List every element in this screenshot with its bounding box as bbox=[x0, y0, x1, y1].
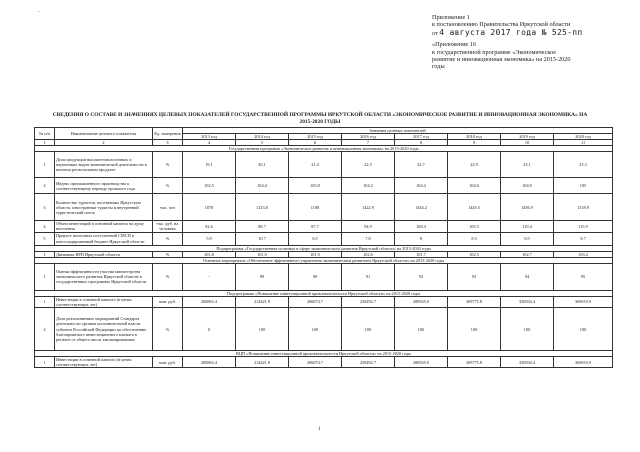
indicator-value: 104.4 bbox=[236, 178, 289, 194]
header-year: 2020 год bbox=[554, 134, 613, 140]
indicator-value: 93 bbox=[448, 263, 501, 290]
indicator-name: Доля реализованных мероприятий Стандарта деятельности органов исполнительной власти субъекта Российской Федерации по обеспечению благоприятного инвестиционного климата в регионе от общего числа запланированных bbox=[55, 308, 153, 351]
indicator-value: 1434.2 bbox=[395, 194, 448, 221]
indicator-value: - bbox=[183, 263, 236, 290]
appendix-line-3 bbox=[432, 29, 622, 37]
indicator-value: 92 bbox=[395, 263, 448, 290]
row-number: 3 bbox=[35, 194, 55, 221]
indicator-value: 102.5 bbox=[183, 178, 236, 194]
indicator-value: 214421.9 bbox=[236, 357, 289, 368]
indicator-value: 309775.8 bbox=[448, 357, 501, 368]
indicator-value: 288565.0 bbox=[395, 357, 448, 368]
indicator-value: 369053.9 bbox=[554, 296, 613, 307]
indicator-value: 336594.4 bbox=[501, 357, 554, 368]
column-number: 8 bbox=[395, 140, 448, 146]
column-number: 6 bbox=[289, 140, 342, 146]
indicator-unit: % bbox=[153, 251, 183, 257]
indicator-value: 22.9 bbox=[448, 152, 501, 178]
indicator-value: 309775.8 bbox=[448, 296, 501, 307]
appendix-line-1: Приложение 1 bbox=[432, 14, 470, 21]
table-row bbox=[35, 178, 613, 194]
indicator-value: 104.2 bbox=[342, 178, 395, 194]
indicator-unit: тыс. руб. на человека bbox=[153, 221, 183, 232]
indicator-name: Прирост налоговых поступлений СМСП в консолидированный бюджет Иркутской области bbox=[55, 232, 153, 245]
column-number: 9 bbox=[448, 140, 501, 146]
indicator-value: 1445.5 bbox=[448, 194, 501, 221]
section-title: Государственная программа «Экономическое развитие и инновационная экономика» на 2015-2020 годы bbox=[35, 146, 613, 152]
header-unit: Ед. измерения bbox=[153, 128, 183, 140]
header-year: 2016 год bbox=[342, 134, 395, 140]
row-number: 2 bbox=[35, 178, 55, 194]
table-row bbox=[35, 296, 613, 307]
appendix-line-4: «Приложение 16 bbox=[432, 41, 477, 49]
document-title: СВЕДЕНИЯ О СОСТАВЕ И ЗНАЧЕНИЯХ ЦЕЛЕВЫХ ПОКАЗАТЕЛЕЙ ГОСУДАРСТВЕННОЙ ПРОГРАММЫ ИРКУТСКОЙ ОБЛАСТИ «ЭКОНОМИЧЕСКОЕ РАЗВИТИЕ И ИННОВАЦИОННАЯ ЭКОНОМИКА» НА 2015-2020 ГОДЫ bbox=[52, 112, 588, 125]
indicator-value: 6.5 bbox=[289, 232, 342, 245]
indicator-unit: % bbox=[153, 152, 183, 178]
indicator-value: 8.5 bbox=[501, 232, 554, 245]
indicator-unit: % bbox=[153, 263, 183, 290]
indicator-name: Динамика ВРП Иркутской области bbox=[55, 251, 153, 257]
indicator-value: 7.8 bbox=[342, 232, 395, 245]
row-number: 1 bbox=[35, 296, 55, 307]
appendix-line-6: развитие и инновационная экономика» на 2015-2020 bbox=[432, 56, 571, 64]
indicator-value: 94 bbox=[501, 263, 554, 290]
table-row bbox=[35, 232, 613, 245]
indicator-value: 8.7 bbox=[554, 232, 613, 245]
indicator-unit: тыс. чел bbox=[153, 194, 183, 221]
indicator-value: 19.1 bbox=[183, 152, 236, 178]
indicator-value: 100 bbox=[554, 308, 613, 351]
row-number: 4 bbox=[35, 221, 55, 232]
indicator-value: 100 bbox=[342, 308, 395, 351]
indicator-name: Количество туристов, посетивших Иркутскую область: иностранные туристы и внутренний туристический поток bbox=[55, 194, 153, 221]
indicator-value: 288565.0 bbox=[395, 296, 448, 307]
indicator-value: 88.7 bbox=[236, 221, 289, 232]
table-row bbox=[35, 357, 613, 368]
indicator-value: 22.5 bbox=[342, 152, 395, 178]
indicator-name: Индекс промышленного производства к соответствующему периоду прошлого года bbox=[55, 178, 153, 194]
indicator-value: 94.9 bbox=[342, 221, 395, 232]
indicator-value: 1123.8 bbox=[236, 194, 289, 221]
indicator-value: 100 bbox=[395, 308, 448, 351]
indicator-value: 115.9 bbox=[554, 221, 613, 232]
indicator-value: 8.3 bbox=[448, 232, 501, 245]
indicator-value: 105.5 bbox=[448, 221, 501, 232]
indicator-value: 22.7 bbox=[395, 152, 448, 178]
section-title: Основное мероприятие «Обеспечение эффективного управления экономическим развитием Иркутской области» на 2015-2020 годы bbox=[35, 257, 613, 263]
section-title: Подпрограмма «Государственная политика в сфере экономического развития Иркутской области» на 2015-2020 годы bbox=[35, 245, 613, 251]
indicator-value: 89 bbox=[236, 263, 289, 290]
table-row bbox=[35, 152, 613, 178]
indicator-name: Инвестиции в основной капитал (в ценах соответствующих лет) bbox=[55, 296, 153, 307]
section-title: ВЦП «Повышение инвестиционной привлекательности Иркутской области» на 2015-2020 годы bbox=[35, 351, 613, 357]
indicator-value: 102.7 bbox=[501, 251, 554, 257]
header-name: Наименование целевого показателя bbox=[55, 128, 153, 140]
indicator-value: 5.9 bbox=[183, 232, 236, 245]
appendix-line-2: к постановлению Правительства Иркутской области bbox=[432, 21, 571, 29]
table-row bbox=[35, 263, 613, 290]
row-number: 1 bbox=[35, 263, 55, 290]
indicator-value: 20.1 bbox=[236, 152, 289, 178]
indicator-value: 0 bbox=[183, 308, 236, 351]
indicator-value: 100 bbox=[501, 308, 554, 351]
column-number: 3 bbox=[153, 140, 183, 146]
header-year: 2013 год bbox=[183, 134, 236, 140]
indicator-value: 23.3 bbox=[554, 152, 613, 178]
indicator-value: 200863.4 bbox=[183, 357, 236, 368]
indicator-value: 1422.9 bbox=[342, 194, 395, 221]
row-number: 5 bbox=[35, 232, 55, 245]
column-number: 1 bbox=[35, 140, 55, 146]
indicator-name: Объем инвестиций в основной капитал на душу населения bbox=[55, 221, 153, 232]
column-number: 4 bbox=[183, 140, 236, 146]
indicator-value: 200863.4 bbox=[183, 296, 236, 307]
column-number: 11 bbox=[554, 140, 613, 146]
indicator-unit: % bbox=[153, 308, 183, 351]
indicator-value: 100.4 bbox=[395, 221, 448, 232]
indicator-value: 206074.7 bbox=[289, 296, 342, 307]
row-number: 1 bbox=[35, 251, 55, 257]
section-title: Подпрограмма «Повышение инвестиционной привлекательности Иркутской области» на 2015-2020 годы bbox=[35, 290, 613, 296]
column-number: 5 bbox=[236, 140, 289, 146]
appendix-line-7: годы bbox=[432, 63, 445, 71]
column-number: 7 bbox=[342, 140, 395, 146]
indicator-value: 87.7 bbox=[289, 221, 342, 232]
row-number: 2 bbox=[35, 308, 55, 351]
indicator-unit: % bbox=[153, 232, 183, 245]
indicator-value: 1456.9 bbox=[501, 194, 554, 221]
indicator-unit: % bbox=[153, 178, 183, 194]
indicator-value: 214421.9 bbox=[236, 296, 289, 307]
indicator-value: 95 bbox=[554, 263, 613, 290]
indicator-value: 101.7 bbox=[395, 251, 448, 257]
indicator-value: 1188 bbox=[289, 194, 342, 221]
indicator-value: 101.9 bbox=[289, 251, 342, 257]
indicator-value: 100 bbox=[289, 308, 342, 351]
header-num: № п/п bbox=[35, 128, 55, 140]
indicator-value: 104.6 bbox=[448, 178, 501, 194]
indicator-value: 100 bbox=[236, 308, 289, 351]
table-row bbox=[35, 221, 613, 232]
row-number: 1 bbox=[35, 152, 55, 178]
indicator-value: 102.6 bbox=[342, 251, 395, 257]
header-year: 2018 год bbox=[448, 134, 501, 140]
indicator-value: 1518.9 bbox=[554, 194, 613, 221]
header-year: 2017 год bbox=[395, 134, 448, 140]
indicator-unit: млн. руб. bbox=[153, 296, 183, 307]
indicator-value: 82.6 bbox=[183, 221, 236, 232]
indicator-value: 23.1 bbox=[501, 152, 554, 178]
indicator-name: Оценка эффективности участия министерства экономического развития Иркутской области в государственных программах Иркутской области bbox=[55, 263, 153, 290]
indicator-value: 369053.9 bbox=[554, 357, 613, 368]
corner-mark: - bbox=[38, 10, 40, 15]
indicator-value: 104.4 bbox=[395, 178, 448, 194]
appendix-line-5: к государственной программе «Экономическое bbox=[432, 48, 557, 56]
appendix-date-prefix: от bbox=[432, 29, 438, 37]
indicator-value: 102.5 bbox=[448, 251, 501, 257]
indicators-table bbox=[34, 127, 613, 368]
appendix-date-handwritten: 4 августа 2017 года № 525-пп bbox=[439, 27, 583, 37]
indicator-value: 258492.7 bbox=[342, 357, 395, 368]
indicator-value: 105.8 bbox=[289, 178, 342, 194]
indicator-value: 101.8 bbox=[183, 251, 236, 257]
row-number: 1 bbox=[35, 357, 55, 368]
indicator-value: 90 bbox=[289, 263, 342, 290]
table-row bbox=[35, 308, 613, 351]
indicator-value: 21.4 bbox=[289, 152, 342, 178]
indicator-name: Инвестиции в основной капитал (в ценах соответствующих лет) bbox=[55, 357, 153, 368]
indicator-value: 110.4 bbox=[501, 221, 554, 232]
indicator-name: Доля продукции высокотехнологичных и наукоемких видов экономической деятельности в валовом региональном продукте bbox=[55, 152, 153, 178]
header-year: 2019 год bbox=[501, 134, 554, 140]
indicator-value: 101.9 bbox=[236, 251, 289, 257]
indicator-value: 8 bbox=[395, 232, 448, 245]
indicator-value: 10.7 bbox=[236, 232, 289, 245]
indicator-value: 100 bbox=[448, 308, 501, 351]
indicator-value: 206074.7 bbox=[289, 357, 342, 368]
header-year: 2015 год bbox=[289, 134, 342, 140]
table-body bbox=[35, 146, 613, 368]
table-row bbox=[35, 194, 613, 221]
indicator-value: 91 bbox=[342, 263, 395, 290]
indicator-value: 336594.4 bbox=[501, 296, 554, 307]
column-number: 2 bbox=[55, 140, 153, 146]
header-values-group: Значения целевых показателей bbox=[183, 128, 613, 134]
indicator-value: 1070 bbox=[183, 194, 236, 221]
indicator-value: 104.9 bbox=[501, 178, 554, 194]
indicator-unit: млн. руб. bbox=[153, 357, 183, 368]
column-number: 10 bbox=[501, 140, 554, 146]
indicator-value: 105 bbox=[554, 178, 613, 194]
indicator-value: 103.2 bbox=[554, 251, 613, 257]
page-number: 1 bbox=[318, 427, 321, 432]
appendix-block bbox=[432, 14, 622, 71]
header-year: 2014 год bbox=[236, 134, 289, 140]
indicator-value: 258492.7 bbox=[342, 296, 395, 307]
